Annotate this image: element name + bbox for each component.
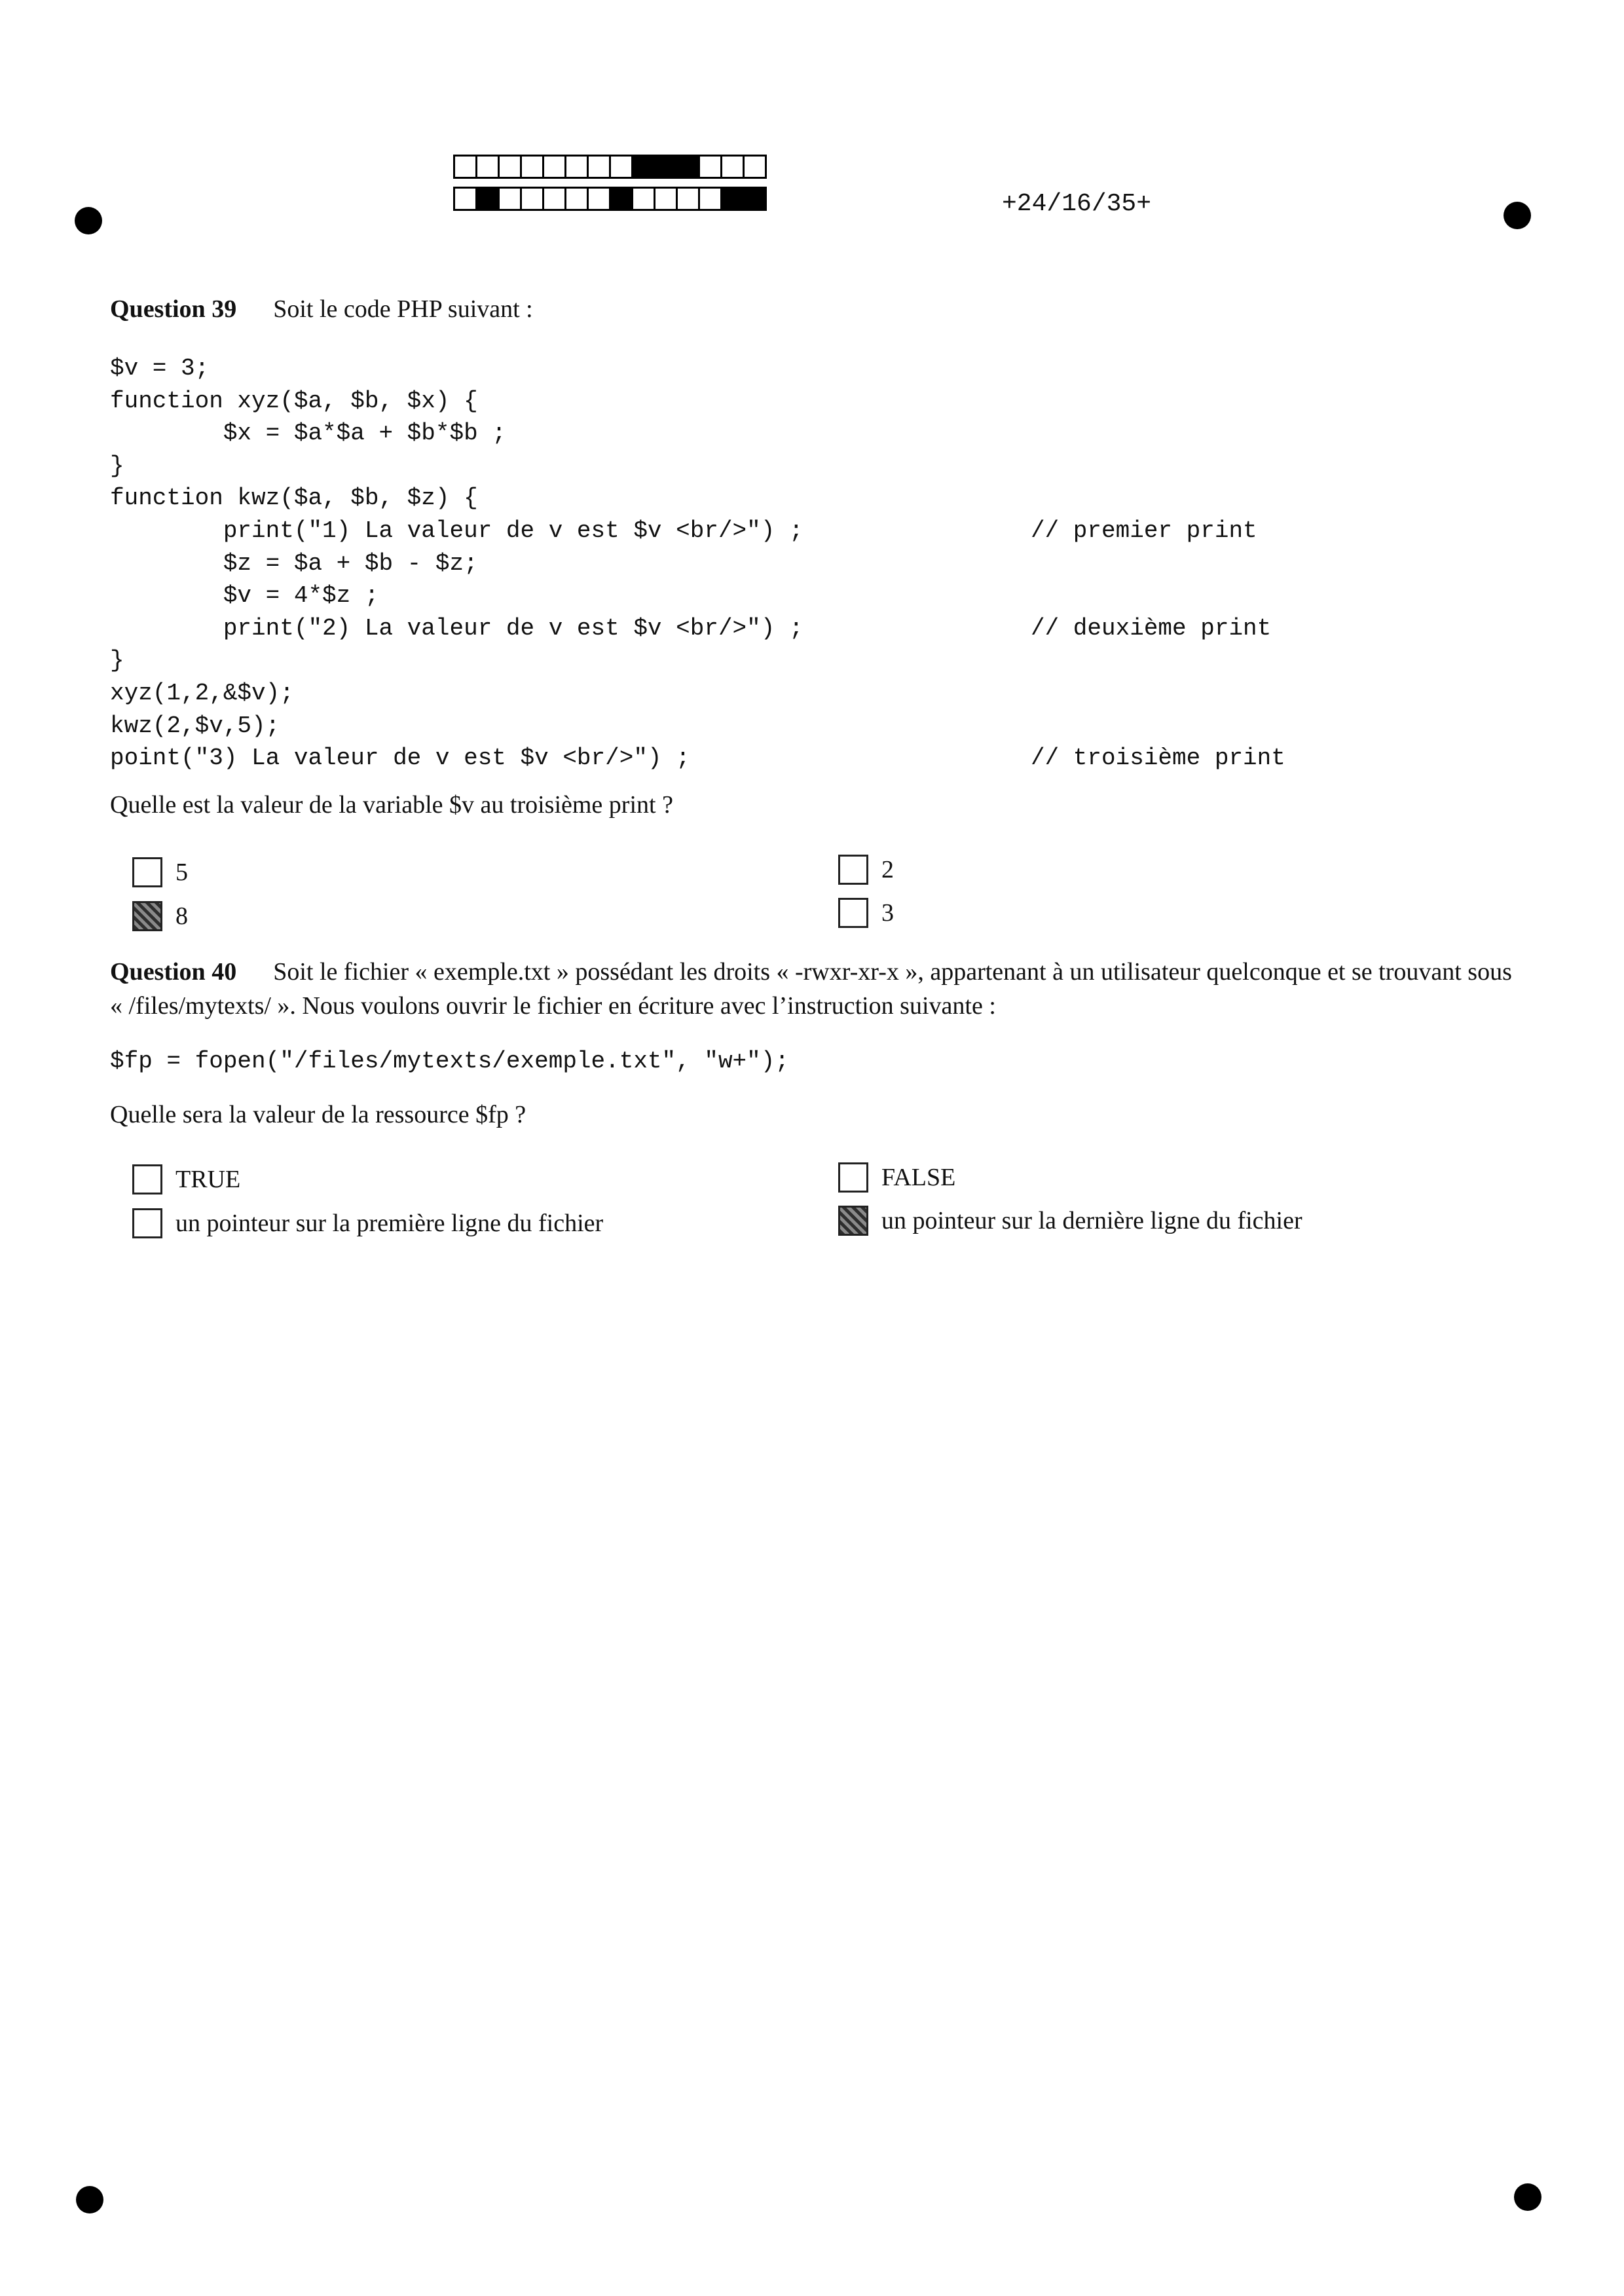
- barcode-cell-empty: [609, 155, 633, 179]
- code-line: kwz(2,$v,5);: [110, 712, 280, 739]
- barcode-cell-empty: [676, 187, 700, 211]
- barcode-cell-filled: [609, 187, 633, 211]
- barcode-cell-empty: [542, 155, 566, 179]
- registration-mark-top-left: [75, 207, 102, 234]
- code-line: $x = $a*$a + $b*$b ;: [110, 420, 506, 447]
- barcode-cell-empty: [498, 155, 522, 179]
- question-39-heading: [110, 295, 533, 324]
- code-line: }: [110, 452, 124, 479]
- question-40-heading: [110, 955, 1518, 1023]
- code-comment: // troisième print: [1031, 745, 1285, 772]
- choice-q39-8[interactable]: [132, 901, 188, 931]
- code-line: $v = 4*$z ;: [110, 582, 379, 610]
- choice-q39-3[interactable]: [838, 898, 894, 928]
- choice-q40-false[interactable]: [838, 1162, 955, 1193]
- barcode-cell-empty: [520, 187, 544, 211]
- barcode-cell-empty: [698, 187, 722, 211]
- barcode-cell-filled: [631, 155, 655, 179]
- barcode-cell-empty: [564, 155, 589, 179]
- barcode-row-2: [453, 187, 765, 211]
- barcode-cell-empty: [631, 187, 655, 211]
- barcode-cell-filled: [475, 187, 500, 211]
- choice-label: 2: [881, 856, 894, 883]
- question-intro: Soit le code PHP suivant :: [273, 295, 533, 323]
- choice-q40-last-line[interactable]: [838, 1206, 1302, 1236]
- code-line: function kwz($a, $b, $z) {: [110, 485, 478, 512]
- choice-q40-true[interactable]: [132, 1164, 240, 1194]
- barcode-cell-empty: [698, 155, 722, 179]
- fopen-code-line: $fp = fopen("/files/mytexts/exemple.txt", "w+");: [110, 1048, 789, 1075]
- barcode-cell-empty: [542, 187, 566, 211]
- barcode-cell-empty: [720, 155, 745, 179]
- barcode-cell-empty: [587, 155, 611, 179]
- barcode-cell-empty: [587, 187, 611, 211]
- code-line: print("1) La valeur de v est $v <br/>") ; // premier print: [110, 515, 803, 547]
- choice-label: TRUE: [175, 1166, 241, 1193]
- checkbox[interactable]: [838, 855, 868, 885]
- checkbox[interactable]: [132, 1208, 162, 1238]
- barcode-cell-empty: [743, 155, 767, 179]
- choice-label: un pointeur sur la première ligne du fichier: [175, 1210, 604, 1237]
- barcode-cell-empty: [453, 155, 477, 179]
- code-line: $v = 3;: [110, 355, 210, 382]
- barcode-cell-filled: [654, 155, 678, 179]
- php-code-block: [110, 352, 1285, 775]
- checkbox[interactable]: [132, 1164, 162, 1194]
- question-40-prompt: Quelle sera la valeur de la ressource $fp ?: [110, 1101, 526, 1128]
- code-comment: // deuxième print: [1031, 614, 1272, 642]
- choice-label: 8: [175, 902, 188, 930]
- checkbox[interactable]: [838, 898, 868, 928]
- checkbox[interactable]: [132, 901, 162, 931]
- barcode-cell-empty: [564, 187, 589, 211]
- choice-q39-5[interactable]: [132, 857, 188, 887]
- barcode-row-1: [453, 155, 765, 179]
- barcode-cell-empty: [654, 187, 678, 211]
- choice-label: FALSE: [881, 1164, 956, 1191]
- question-intro: Soit le fichier « exemple.txt » possédant les droits « -rwxr-xr-x », appartenant à un utilisateur quelconque et se trouvant sous « /files/mytexts/ ». Nous voulons ouvrir le fichier en écriture avec l’instruction suivante :: [110, 958, 1512, 1020]
- registration-mark-bottom-right: [1514, 2183, 1541, 2211]
- code-comment: // premier print: [1031, 517, 1257, 544]
- question-label: Question 39: [110, 295, 237, 323]
- barcode-cell-filled: [676, 155, 700, 179]
- barcode-cell-empty: [498, 187, 522, 211]
- code-line: function xyz($a, $b, $x) {: [110, 387, 478, 415]
- registration-mark-bottom-left: [76, 2186, 103, 2213]
- barcode-cell-filled: [743, 187, 767, 211]
- checkbox[interactable]: [132, 857, 162, 887]
- choice-label: 3: [881, 899, 894, 927]
- barcode-cell-empty: [453, 187, 477, 211]
- code-line: point("3) La valeur de v est $v <br/>") ; // troisième print: [110, 742, 803, 775]
- choice-q39-2[interactable]: [838, 855, 894, 885]
- question-39-prompt: Quelle est la valeur de la variable $v au troisième print ?: [110, 791, 673, 819]
- barcode-cell-filled: [720, 187, 745, 211]
- barcode-cell-empty: [475, 155, 500, 179]
- checkbox[interactable]: [838, 1162, 868, 1193]
- choice-label: un pointeur sur la dernière ligne du fichier: [881, 1207, 1302, 1234]
- code-line: $z = $a + $b - $z;: [110, 549, 478, 577]
- checkbox[interactable]: [838, 1206, 868, 1236]
- barcode-cell-empty: [520, 155, 544, 179]
- code-line: }: [110, 647, 124, 675]
- code-line: print("2) La valeur de v est $v <br/>") ; // deuxième print: [110, 612, 803, 645]
- choice-label: 5: [175, 859, 188, 886]
- page-id-code: +24/16/35+: [1002, 190, 1152, 218]
- registration-mark-top-right: [1504, 202, 1531, 229]
- question-label: Question 40: [110, 958, 237, 986]
- choice-q40-first-line[interactable]: [132, 1208, 603, 1238]
- code-line: xyz(1,2,&$v);: [110, 679, 294, 707]
